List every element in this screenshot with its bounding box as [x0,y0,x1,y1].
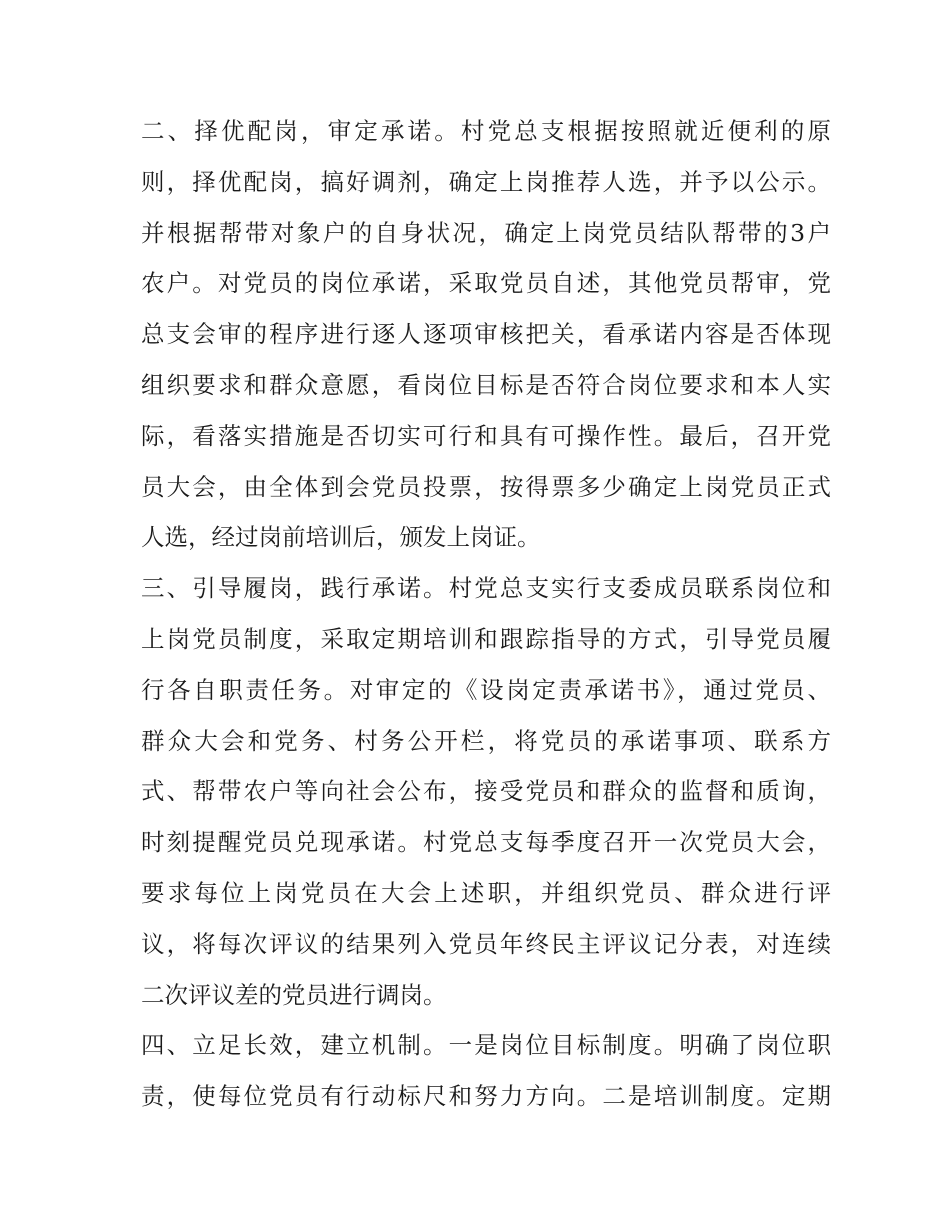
text-line: 农户。对党员的岗位承诺，采取党员自述，其他党员帮审，党 [141,269,831,298]
text-line: 责，使每位党员有行动标尺和努力方向。二是培训制度。定期 [141,1082,831,1111]
text-line: 二、择优配岗，审定承诺。村党总支根据按照就近便利的原 [141,117,831,145]
text-line: 行各自职责任务。对审定的《设岗定责承诺书》，通过党员、 [141,675,831,704]
text-line: 并根据帮带对象户的自身状况，确定上岗党员结队帮带的3户 [141,218,831,247]
text-line: 群众大会和党务、村务公开栏，将党员的承诺事项、联系方 [141,726,831,755]
text-line: 要求每位上岗党员在大会上述职，并组织党员、群众进行评 [141,878,831,907]
text-line: 际，看落实措施是否切实可行和具有可操作性。最后，召开党 [141,421,831,450]
body-text [141,106,831,1122]
text-line: 三、引导履岗，践行承诺。村党总支实行支委成员联系岗位和 [141,574,831,603]
text-line: 总支会审的程序进行逐人逐项审核把关，看承诺内容是否体现 [141,320,831,349]
text-line: 议，将每次评议的结果列入党员年终民主评议记分表，对连续 [141,929,831,958]
text-line: 二次评议差的党员进行调岗。 [141,980,447,1009]
text-line: 式、帮带农户等向社会公布，接受党员和群众的监督和质询， [141,777,831,806]
text-line: 四、立足长效，建立机制。一是岗位目标制度。明确了岗位职 [141,1031,831,1060]
text-line: 则，择优配岗，搞好调剂，确定上岗推荐人选，并予以公示。 [141,167,831,196]
text-line: 上岗党员制度，采取定期培训和跟踪指导的方式，引导党员履 [141,624,831,653]
text-line: 人选，经过岗前培训后，颁发上岗证。 [141,523,541,552]
text-line: 时刻提醒党员兑现承诺。村党总支每季度召开一次党员大会， [141,828,831,857]
text-line: 组织要求和群众意愿，看岗位目标是否符合岗位要求和本人实 [141,370,831,399]
text-line: 员大会，由全体到会党员投票，按得票多少确定上岗党员正式 [141,472,831,501]
